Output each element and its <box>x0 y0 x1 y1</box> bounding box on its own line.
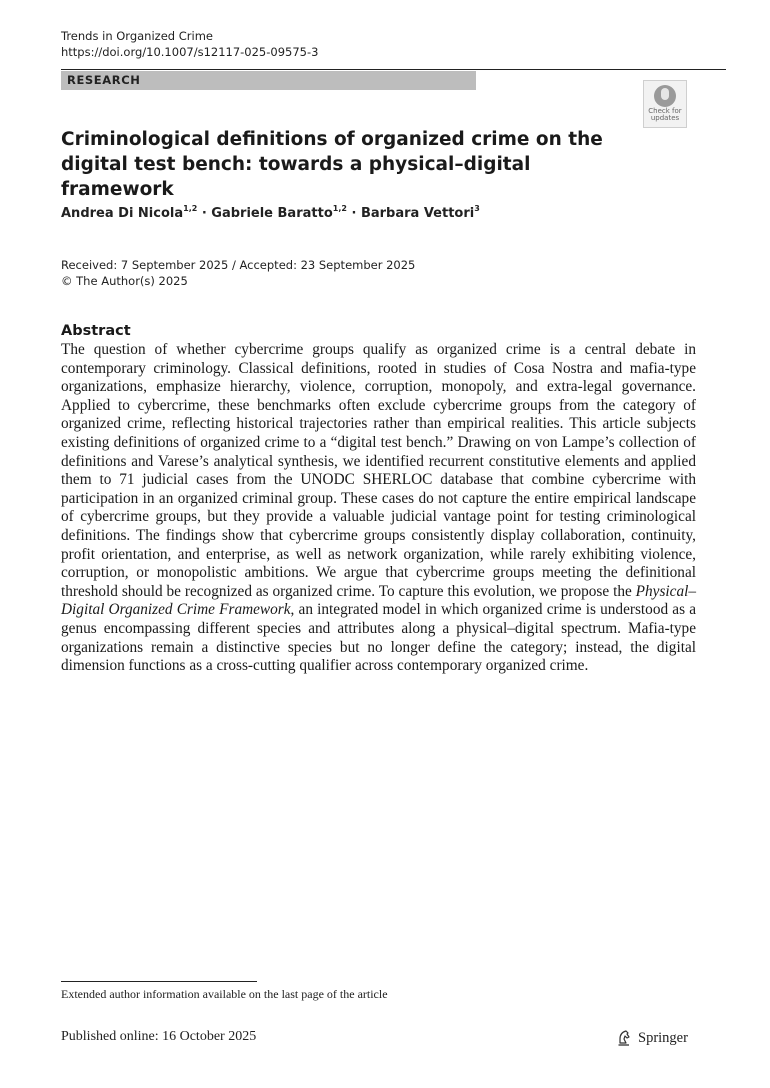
received-accepted-dates: Received: 7 September 2025 / Accepted: 23 September 2025 <box>61 258 416 272</box>
journal-name: Trends in Organized Crime <box>61 29 213 43</box>
author-list <box>61 204 480 221</box>
abstract-body <box>61 341 696 676</box>
author-separator: · <box>346 206 361 221</box>
publisher-logo <box>616 1029 688 1047</box>
abstract-text-end: , an integrated model in which organized crime is understood as a genus encompassing different species and attributes along a physical–digital spectrum. Mafia-type organizations remain a distinctive species but no longer define the category; instead, the digital dimension functions as a cross-cutting qualifier across contemporary organized crime. <box>61 601 697 675</box>
check-for-updates-icon <box>654 85 676 107</box>
doi-link[interactable]: https://doi.org/10.1007/s12117-025-09575-3 <box>61 45 319 59</box>
author-separator: · <box>197 206 212 221</box>
published-online-date: Published online: 16 October 2025 <box>61 1029 257 1044</box>
footnote: Extended author information available on the last page of the article <box>61 987 388 1001</box>
author-name[interactable]: Andrea Di Nicola <box>61 206 184 221</box>
journal-header <box>61 28 318 60</box>
header-rule <box>61 69 726 70</box>
author-name[interactable]: Gabriele Baratto <box>211 206 333 221</box>
author-affiliation: 1,2 <box>332 204 347 213</box>
article-dates <box>61 257 415 289</box>
abstract-heading: Abstract <box>61 323 131 339</box>
abstract-text: The question of whether cybercrime groups qualify as organized crime is a central debate in contemporary criminology. Classical definitions, rooted in studies of Cosa Nostra and mafia-type organizations, emphasize hierarchy, violence, corruption, monopoly, and extra-legal governance. Applied to cybercrime, these benchmarks often exclude cybercrime groups from the category of organized crime, reflecting historical trajectories rather than empirical realities. This article subjects existing definitions of organized crime to a “digital test bench.” Drawing on von Lampe’s collection of definitions and Varese’s analytical synthesis, we identified recurrent constitutive elements and applied them to 71 judicial cases from the UNODC SHERLOC database that combine cybercrime with participation in an organized criminal group. These cases do not capture the entire empirical landscape of cybercrime groups, but they provide a valuable judicial vantage point for testing criminological definitions. The findings show that cybercrime groups consistently display collaboration, continuity, profit orientation, and enterprise, as well as network organization, while rarely exhibiting violence, corruption, or monopolistic ambitions. We argue that cybercrime groups meeting the definitional threshold should be recognized as organized crime. To capture this evolution, we propose the <box>61 341 696 600</box>
article-title: Criminological definitions of organized crime on the digital test bench: towards a physical–digital framework <box>61 129 603 200</box>
author-name[interactable]: Barbara Vettori <box>360 206 475 221</box>
author-affiliation: 3 <box>474 204 480 213</box>
framework-term: Physical–Digital Organized Crime Framework <box>61 582 696 619</box>
footnote-rule <box>61 981 257 982</box>
author-affiliation: 1,2 <box>183 204 198 213</box>
springer-horse-icon <box>616 1029 634 1047</box>
check-for-updates-badge[interactable] <box>643 80 687 128</box>
copyright-notice: © The Author(s) 2025 <box>61 274 188 288</box>
check-for-updates-label-2: updates <box>650 114 680 122</box>
check-for-updates-label-1: Check for <box>648 107 682 115</box>
publisher-name: Springer <box>638 1029 688 1046</box>
section-label: RESEARCH <box>61 71 476 90</box>
